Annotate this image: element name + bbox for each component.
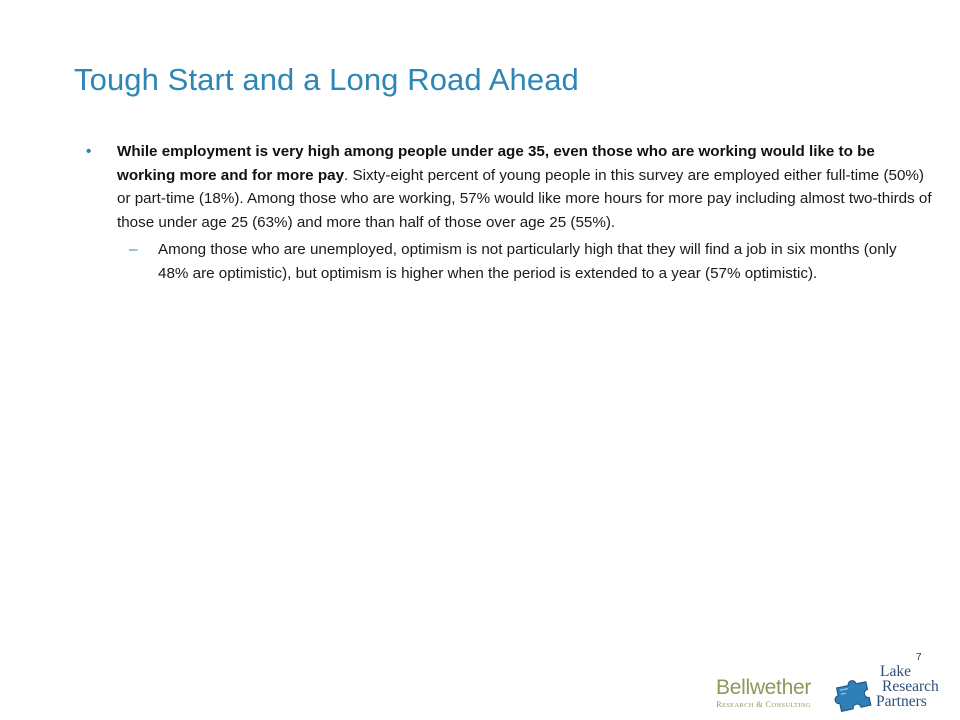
puzzle-piece-icon	[832, 672, 880, 714]
lake-logo-line3: Partners	[876, 693, 927, 710]
bellwether-logo-name: Bellwether	[716, 676, 812, 699]
page-number: 7	[916, 652, 922, 663]
lake-logo-line1: Lake	[880, 663, 911, 680]
lake-research-partners-logo	[832, 664, 942, 716]
slide-title: Tough Start and a Long Road Ahead	[74, 62, 579, 97]
lake-logo-line2: Research	[882, 678, 939, 695]
bellwether-logo	[716, 677, 828, 711]
lake-logo-text	[876, 664, 939, 709]
bullet-item	[78, 140, 933, 234]
sub-bullet-marker: –	[129, 241, 138, 258]
sub-bullet-item	[78, 238, 908, 285]
bullet-marker: •	[86, 143, 92, 160]
bullet-text: . Sixty-eight percent of young people in this survey are employed either full-time (50%) or part-time (18%). Among those who are working, 57% would like more hours for more pay including almost two-thirds of those under age 25 (63%) and more than half of those over age 25 (55%).	[117, 166, 932, 231]
bullet-bold-text: While employment is very high among people under age 35, even those who are working would like to be working more and for more pay	[117, 143, 875, 184]
bellwether-logo-subtitle: RESEARCH & CONSULTING	[716, 699, 811, 709]
slide-content	[78, 140, 933, 285]
sub-bullet-text: Among those who are unemployed, optimism is not particularly high that they will find a job in six months (only 48% are optimistic), but optimism is higher when the period is extended to a year (57% optimistic).	[158, 241, 897, 282]
